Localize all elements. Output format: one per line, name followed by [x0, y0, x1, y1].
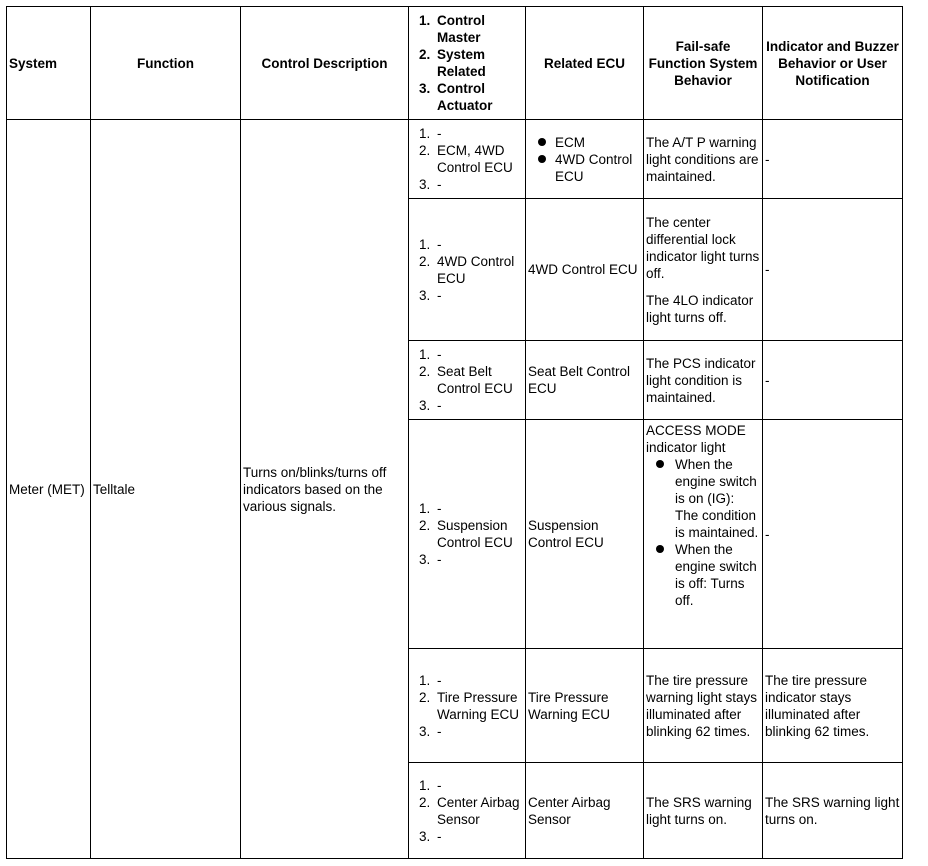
- fail-safe-table: [6, 6, 903, 859]
- role-master: -: [437, 777, 442, 793]
- header-indicator: Indicator and Buzzer Behavior or User Notification: [763, 7, 903, 120]
- header-row: [7, 7, 903, 120]
- role-master: -: [437, 347, 442, 362]
- role-related: Seat Belt Control ECU: [437, 364, 513, 396]
- roles-cell: 1. - 2. Suspension Control ECU 3. -: [409, 420, 526, 649]
- related-ecu-cell: [526, 120, 644, 199]
- failsafe-text: The SRS warning light turns on.: [646, 794, 752, 827]
- related-ecu-cell: 4WD Control ECU: [526, 199, 644, 341]
- role-actuator: -: [437, 723, 442, 739]
- role-related: 4WD Control ECU: [437, 253, 515, 286]
- failsafe-text: The A/T P warning light conditions are maintained.: [646, 134, 759, 184]
- role-actuator: -: [437, 177, 442, 192]
- failsafe-intro: ACCESS MODE indicator light: [646, 423, 746, 455]
- failsafe-list-item: When the engine switch is on (IG): The condition is maintained.: [675, 457, 759, 540]
- failsafe-cell: [644, 420, 763, 649]
- header-system: System: [7, 7, 91, 120]
- roles-cell: 1. - 2. 4WD Control ECU 3. -: [409, 199, 526, 341]
- roles-cell: 1. - 2. Seat Belt Control ECU 3. -: [409, 341, 526, 420]
- indicator-cell: -: [763, 341, 903, 420]
- related-ecu-cell: Suspension Control ECU: [526, 420, 644, 649]
- role-master: -: [437, 672, 442, 688]
- indicator-cell: The tire pressure indicator stays illuminated after blinking 62 times.: [763, 649, 903, 763]
- related-ecu-item: ECM: [555, 134, 585, 150]
- indicator-cell: -: [763, 120, 903, 199]
- system-cell: Meter (MET): [7, 120, 91, 859]
- bullet-icon: [656, 460, 664, 468]
- failsafe-text: The 4LO indicator light turns off.: [646, 292, 754, 325]
- failsafe-text: The center differential lock indicator light turns off.: [646, 214, 760, 281]
- role-related: Center Airbag Sensor: [437, 794, 520, 827]
- indicator-cell: -: [763, 199, 903, 341]
- indicator-cell: -: [763, 420, 903, 649]
- roles-cell: 1. - 2. Center Airbag Sensor 3. -: [409, 763, 526, 859]
- table-row: [7, 120, 903, 199]
- header-function: Function: [91, 7, 241, 120]
- role-actuator: -: [437, 287, 442, 303]
- header-role-3: Control Actuator: [437, 81, 493, 113]
- bullet-icon: [538, 138, 546, 146]
- header-control-description: Control Description: [241, 7, 409, 120]
- roles-cell: 1. - 2. ECM, 4WD Control ECU 3. -: [409, 120, 526, 199]
- role-actuator: -: [437, 828, 442, 844]
- header-failsafe: Fail-safe Function System Behavior: [644, 7, 763, 120]
- failsafe-cell: [644, 649, 763, 763]
- document-page: [6, 6, 903, 859]
- role-related: Tire Pressure Warning ECU: [437, 689, 520, 722]
- failsafe-list-item: When the engine switch is off: Turns off.: [675, 542, 757, 608]
- header-roles: 1. Control Master 2. System Related 3. Control Actuator: [409, 7, 526, 120]
- failsafe-text: The PCS indicator light condition is maintained.: [646, 355, 756, 405]
- role-actuator: -: [437, 398, 442, 413]
- related-ecu-item: 4WD Control ECU: [555, 151, 633, 184]
- bullet-icon: [656, 545, 664, 553]
- failsafe-text: The tire pressure warning light stays illuminated after blinking 62 times.: [646, 672, 758, 739]
- failsafe-cell: [644, 763, 763, 859]
- related-ecu-cell: Center Airbag Sensor: [526, 763, 644, 859]
- indicator-cell: The SRS warning light turns on.: [763, 763, 903, 859]
- failsafe-cell: [644, 120, 763, 199]
- control-description-cell: Turns on/blinks/turns off indicators based on the various signals.: [241, 120, 409, 859]
- bullet-icon: [538, 155, 546, 163]
- header-related-ecu: Related ECU: [526, 7, 644, 120]
- role-master: -: [437, 236, 442, 252]
- roles-cell: 1. - 2. Tire Pressure Warning ECU 3. -: [409, 649, 526, 763]
- failsafe-cell: [644, 341, 763, 420]
- failsafe-cell: [644, 199, 763, 341]
- role-related: ECM, 4WD Control ECU: [437, 143, 513, 175]
- related-ecu-cell: Seat Belt Control ECU: [526, 341, 644, 420]
- role-master: -: [437, 126, 442, 141]
- role-actuator: -: [437, 552, 442, 567]
- header-role-2: System Related: [437, 47, 486, 79]
- header-role-1: Control Master: [437, 13, 485, 45]
- role-related: Suspension Control ECU: [437, 518, 513, 550]
- role-master: -: [437, 501, 442, 516]
- function-cell: Telltale: [91, 120, 241, 859]
- related-ecu-cell: Tire Pressure Warning ECU: [526, 649, 644, 763]
